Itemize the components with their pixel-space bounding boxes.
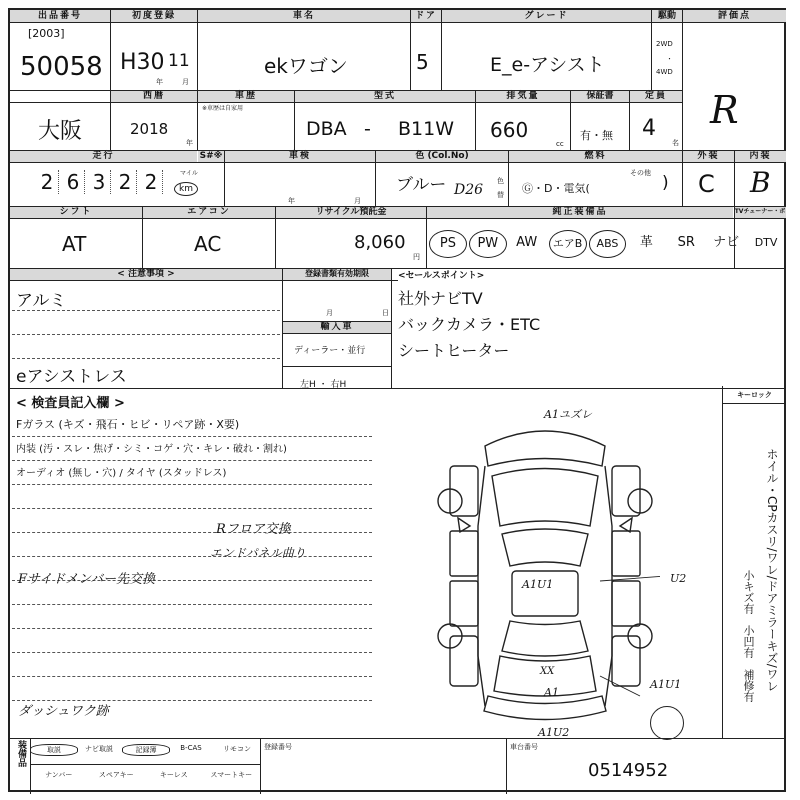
sales-points-header: <セールスポイント> (398, 271, 485, 281)
footer-label: 装備品 (16, 740, 26, 767)
drive-header: 駆動 (652, 10, 682, 22)
first-reg-header: 初度登録 (111, 10, 197, 22)
inspector-line-0: Fガラス (キズ・飛石・ヒビ・リペア跡・X要) (16, 418, 240, 431)
hand-note-2: Fサイドメンバー先交換 (18, 572, 156, 587)
footer-item: ナンバー (45, 771, 73, 779)
equipment-item: DTV (754, 236, 778, 249)
insp-year: 年 (288, 197, 295, 205)
door-header: ドア (411, 10, 441, 22)
equipment-item: 革 (639, 235, 653, 250)
import-label: ディーラー・並行 (294, 346, 366, 356)
car-name-header: 車名 (198, 10, 410, 22)
mileage-digit: 2 (36, 170, 59, 194)
sales-point-0: 社外ナビTV (398, 289, 483, 308)
drive-2wd: 2WD (656, 40, 673, 48)
grade-header: グレード (442, 10, 651, 22)
mark-right: U2 (670, 572, 687, 585)
drive-4wd: 4WD (656, 68, 673, 76)
footer-item: 記録簿 (122, 744, 170, 756)
model-header: 型式 (295, 90, 475, 102)
mileage-digit: 2 (140, 170, 163, 194)
color-side-1: 色 (497, 177, 504, 185)
doors: 5 (416, 50, 429, 74)
grade: E_e-アシスト (490, 54, 605, 76)
tuner-header: TVチューナー・ボ (734, 206, 786, 218)
first-reg-month: 11 (168, 51, 190, 71)
notes-header: < 注意事項 > (10, 268, 282, 280)
color-header: 色 (Col.No) (376, 150, 508, 162)
capacity-header: 定員 (630, 90, 682, 102)
footer-item: キーレス (159, 771, 188, 779)
yen: 円 (413, 253, 420, 261)
lot-number: 50058 (20, 52, 103, 82)
sales-point-2: シートヒーター (398, 341, 510, 360)
recycle-header: リサイクル預託金 (276, 206, 426, 218)
first-reg-era: H30 (120, 50, 165, 75)
displacement-header: 排気量 (476, 90, 570, 102)
hand-note-0: Rフロア交換 (216, 522, 291, 537)
mark-side: A1U1 (522, 578, 554, 591)
equipment-item: SR (677, 235, 695, 250)
mark-rear-a: XX (540, 666, 555, 677)
mark-rear-b: A1 (544, 686, 559, 699)
mileage-digit: 3 (88, 170, 111, 194)
reg-month: 月 (326, 309, 333, 317)
equipment-header: 純正装備品 (427, 206, 733, 218)
side-text-2: 小キズ有 小凹有 補修有 (742, 570, 755, 702)
hand-note-1: エンドパネル曲り (210, 546, 306, 560)
auction-sheet (8, 8, 786, 792)
equipment-item: エアB (549, 230, 587, 258)
footer-item: B-CAS (180, 744, 202, 752)
inspection-header: 車検 (225, 150, 375, 162)
fuel-other-label: その他 (630, 169, 651, 177)
import-sides: 左H ・ 右H (300, 380, 347, 390)
exterior-rating: C (698, 170, 715, 198)
west-year-unit: 年 (186, 139, 193, 147)
reg-day: 日 (382, 309, 389, 317)
car-name: ekワゴン (264, 54, 348, 78)
location: 大阪 (38, 119, 83, 144)
mark-front: A1ユズレ (544, 408, 592, 421)
drive-dot: ・ (666, 55, 673, 63)
reg-expiry-header: 登録書類有効期限 (283, 268, 391, 280)
mileage-unit-top: マイル (180, 170, 198, 177)
mileage-digit: 2 (114, 170, 137, 194)
note-0: アルミ (16, 291, 67, 311)
capacity-unit: 名 (672, 139, 679, 147)
capacity: 4 (642, 116, 656, 141)
aircon: AC (194, 232, 222, 256)
fuel-header: 燃料 (509, 150, 682, 162)
sales-point-1: バックカメラ・ETC (398, 315, 541, 334)
chassis-label: 車台番号 (510, 743, 538, 751)
lot-year: [2003] (28, 27, 65, 40)
model-prefix: DBA (306, 118, 347, 140)
footer-item: 取説 (30, 744, 78, 756)
inspector-line-2: オーディオ (無し・穴) / タイヤ (スタッドレス) (16, 468, 227, 479)
color-name: ブルー (396, 175, 447, 195)
note-1: eアシストレス (16, 367, 127, 387)
aircon-header: エアコン (143, 206, 275, 218)
interior-rating: B (750, 166, 771, 199)
mileage-digits (36, 170, 186, 200)
fuel-options: Ⓖ・D・電気( (522, 182, 590, 195)
footer-item: スマートキー (210, 771, 253, 779)
hand-note-3: ダッシュワク跡 (18, 704, 109, 719)
month-unit: 月 (182, 78, 189, 86)
cc-unit: cc (556, 140, 564, 148)
equipment-item: ナビ (713, 235, 740, 250)
shift-header: シフト (10, 206, 142, 218)
year-unit: 年 (156, 78, 163, 86)
displacement: 660 (490, 118, 529, 142)
rating-header: 評価点 (683, 10, 786, 22)
mileage-unit: km (174, 182, 198, 196)
color-side-2: 替 (497, 191, 504, 199)
west-year: 2018 (130, 120, 169, 138)
key-lock-label: キーロック (722, 386, 786, 404)
side-text-1: ホイル・CPカスリ/ワレ/ドアミラーキズ/ワレ (765, 448, 779, 692)
inspector-line-1: 内装 (汚・スレ・焦げ・シミ・コゲ・穴・キレ・破れ・割れ) (16, 444, 287, 455)
exterior-header: 外装 (683, 150, 734, 162)
equipment-item: ABS (589, 230, 627, 258)
equipment-list (427, 220, 786, 270)
spare-tire (650, 706, 684, 740)
registration-label: 登録番号 (264, 743, 292, 751)
history-header: 車歴 (198, 90, 294, 102)
interior-header: 内装 (735, 150, 786, 162)
mileage-digit: 6 (62, 170, 85, 194)
fuel-close: ) (662, 173, 669, 193)
s-mark-header: S#※ (199, 151, 223, 161)
footer-item: リモコン (223, 745, 251, 753)
overall-rating: R (710, 88, 739, 132)
model-code: B11W (398, 118, 454, 140)
equipment-item: PS (429, 230, 467, 258)
mark-rear-corner: A1U1 (650, 678, 682, 691)
equipment-item: AW (516, 235, 538, 250)
mark-rear-bottom: A1U2 (538, 726, 570, 739)
mileage-header: 走行 (10, 150, 197, 162)
lot-header: 出品番号 (10, 10, 110, 22)
footer-item: スペアキー (98, 771, 134, 779)
insp-month: 月 (354, 197, 361, 205)
warranty-options: 有・無 (580, 129, 613, 142)
inspector-header: < 検査員記入欄 > (16, 396, 125, 411)
import-header: 輸入車 (283, 321, 391, 333)
footer-item: ナビ取説 (85, 745, 113, 753)
history-sub: ※車歴は自家用 (202, 105, 244, 112)
color-code: D26 (454, 182, 484, 198)
model-dash: - (364, 118, 371, 140)
equipment-item: PW (469, 230, 507, 258)
chassis-number: 0514952 (588, 760, 669, 781)
warranty-header: 保証書 (571, 90, 629, 102)
recycle-fee: 8,060 (354, 232, 406, 253)
shift: AT (62, 232, 87, 256)
west-header: 西暦 (111, 90, 197, 102)
